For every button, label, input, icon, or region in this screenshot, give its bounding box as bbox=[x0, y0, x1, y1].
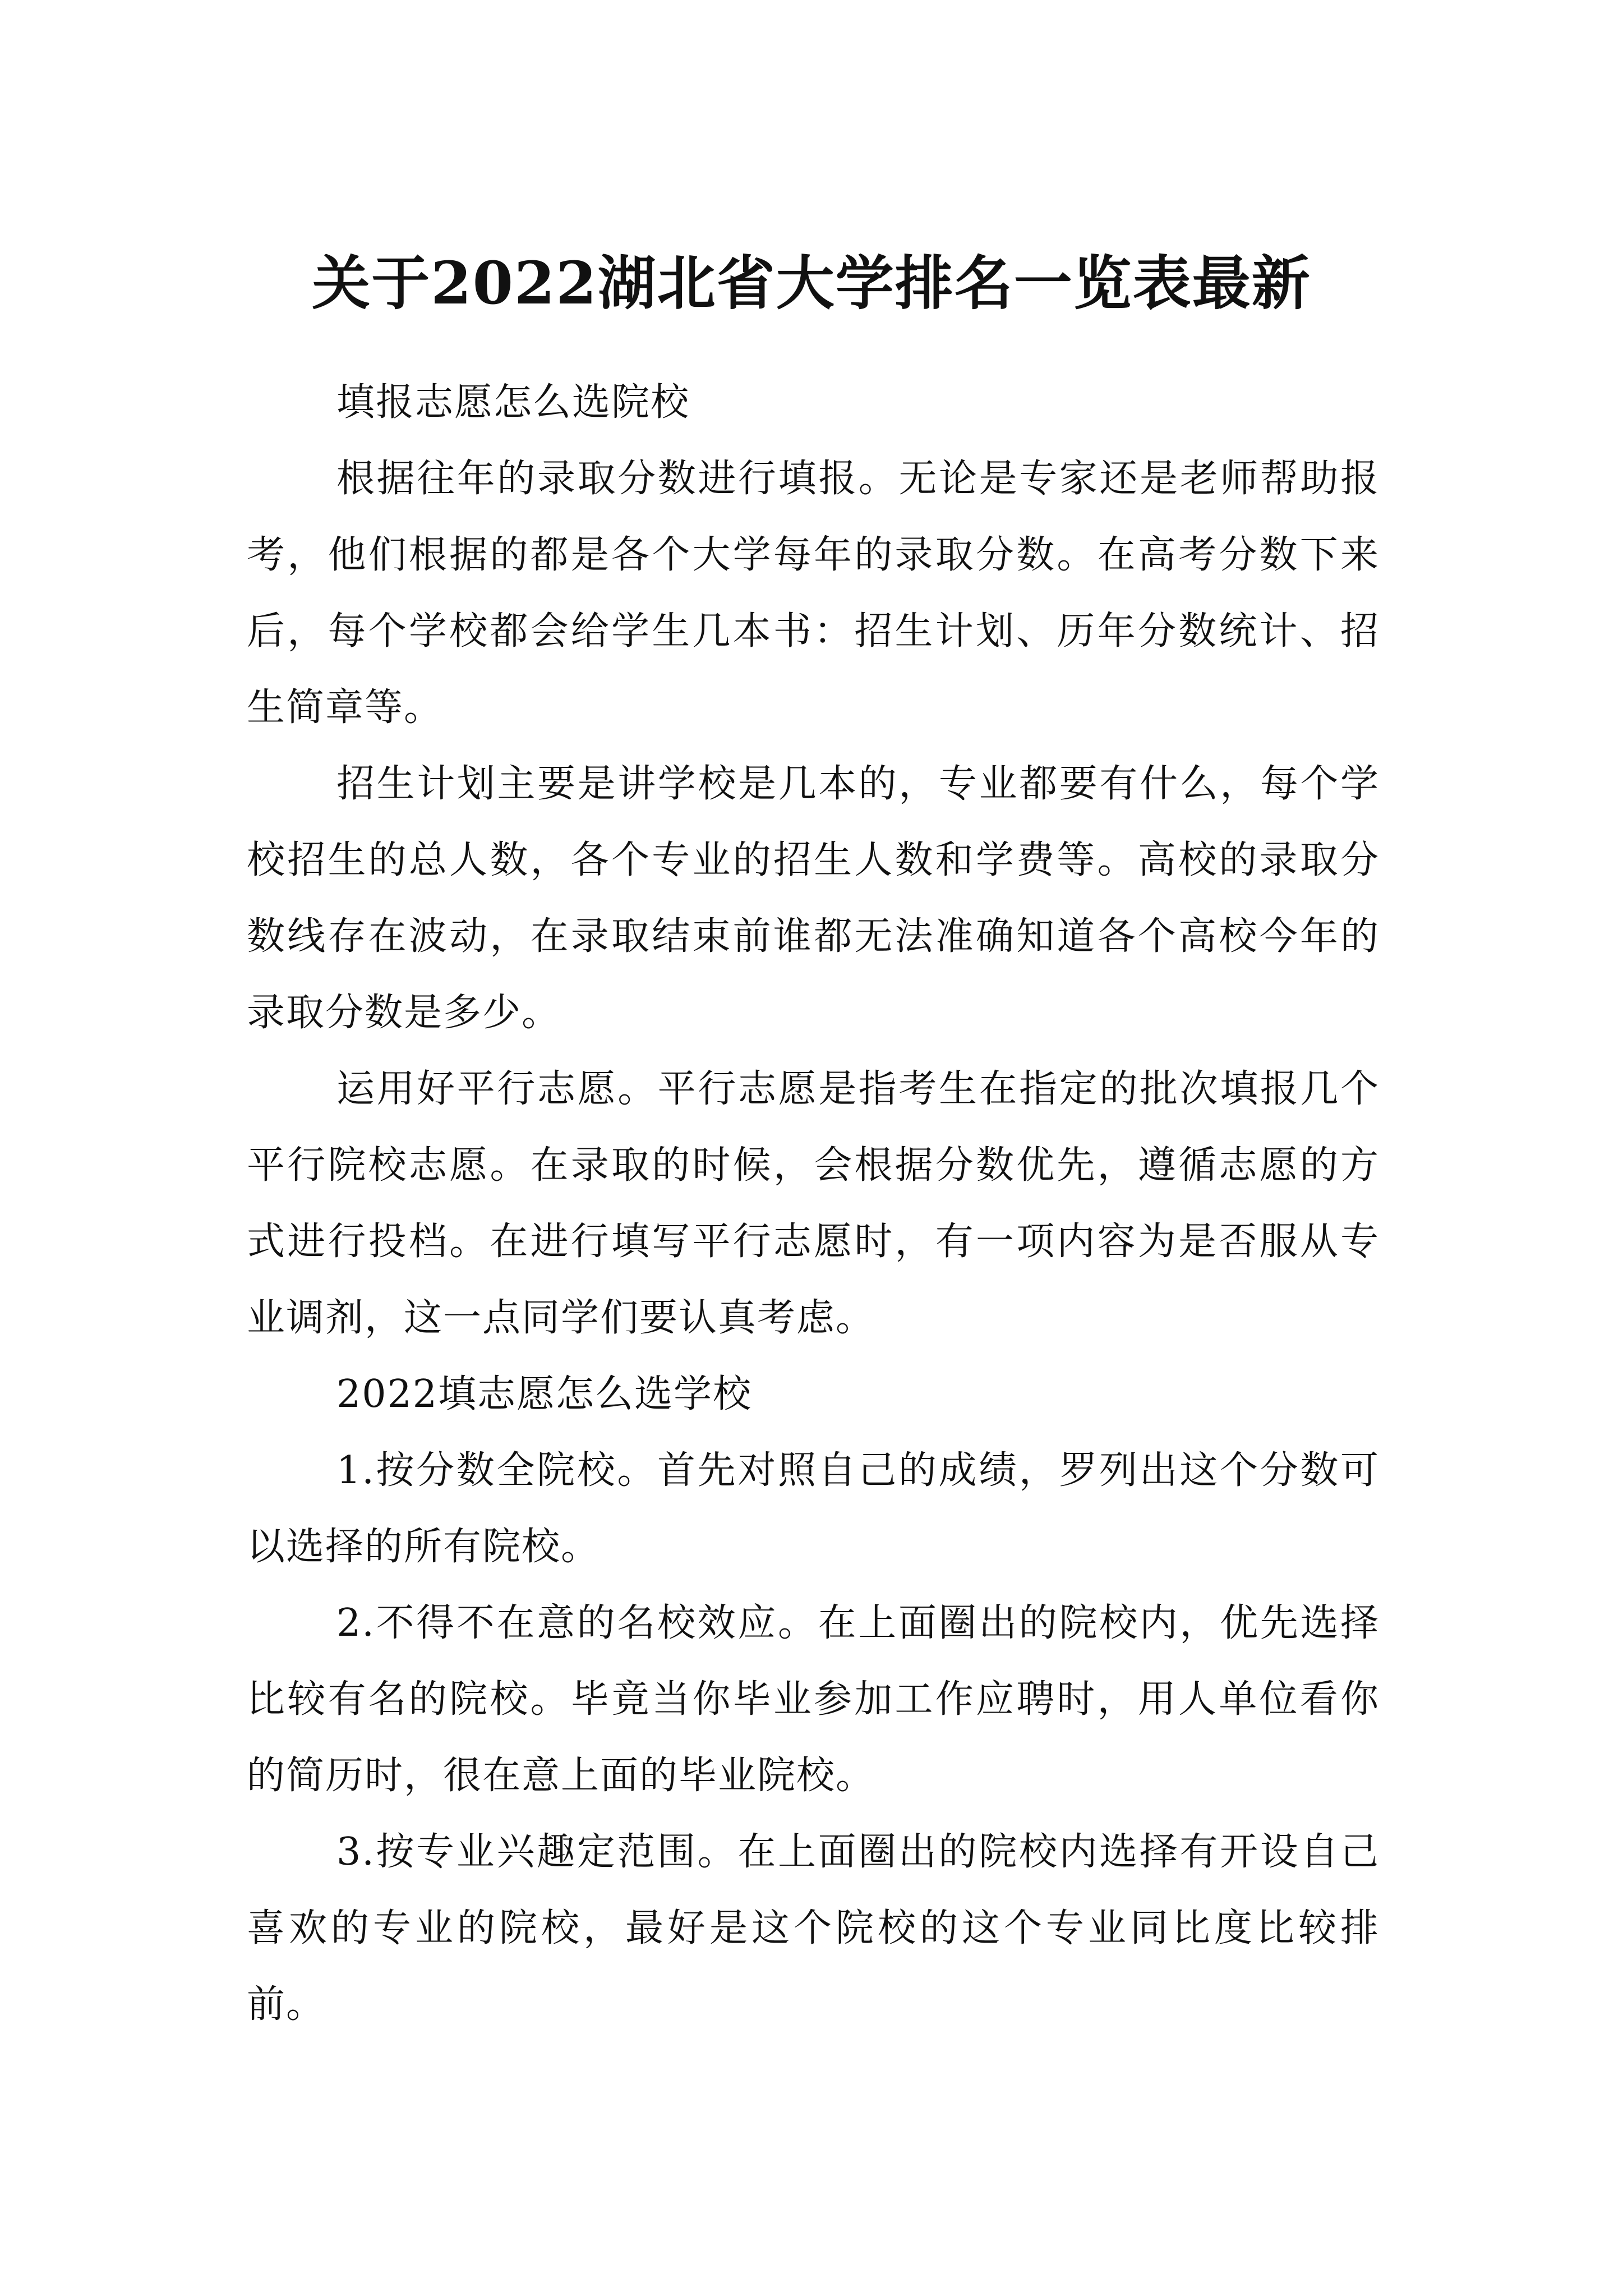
paragraph-step-3: 3.按专业兴趣定范围。在上面圈出的院校内选择有开设自己喜欢的专业的院校，最好是这个院校的这个专业同比度比较排前。 bbox=[247, 1830, 1380, 2027]
paragraph-past-scores: 根据往年的录取分数进行填报。无论是专家还是老师帮助报考，他们根据的都是各个大学每年的录取分数。在高考分数下来后，每个学校都会给学生几本书：招生计划、历年分数统计、招生简章等。 bbox=[247, 457, 1380, 730]
paragraph-parallel-choice: 运用好平行志愿。平行志愿是指考生在指定的批次填报几个平行院校志愿。在录取的时候，会根据分数优先，遵循志愿的方式进行投档。在进行填写平行志愿时，有一项内容为是否服从专业调剂，这一点同学们要认真考虑。 bbox=[247, 1067, 1380, 1340]
document-body bbox=[247, 365, 1380, 2043]
section-heading-how-to-choose: 填报志愿怎么选院校 bbox=[336, 380, 690, 425]
paragraph-step-1: 1.按分数全院校。首先对照自己的成绩，罗列出这个分数可以选择的所有院校。 bbox=[247, 1448, 1380, 1569]
paragraph-step-2: 2.不得不在意的名校效应。在上面圈出的院校内，优先选择比较有名的院校。毕竟当你毕业参加工作应聘时，用人单位看你的简历时，很在意上面的毕业院校。 bbox=[247, 1601, 1380, 1798]
paragraph-enrollment-plan: 招生计划主要是讲学校是几本的，专业都要有什么，每个学校招生的总人数，各个专业的招生人数和学费等。高校的录取分数线存在波动，在录取结束前谁都无法准确知道各个高校今年的录取分数是多少。 bbox=[247, 762, 1380, 1035]
document-title: 关于2022湖北省大学排名一览表最新 bbox=[312, 248, 1311, 318]
section-heading-2022: 2022填志愿怎么选学校 bbox=[336, 1372, 753, 1416]
